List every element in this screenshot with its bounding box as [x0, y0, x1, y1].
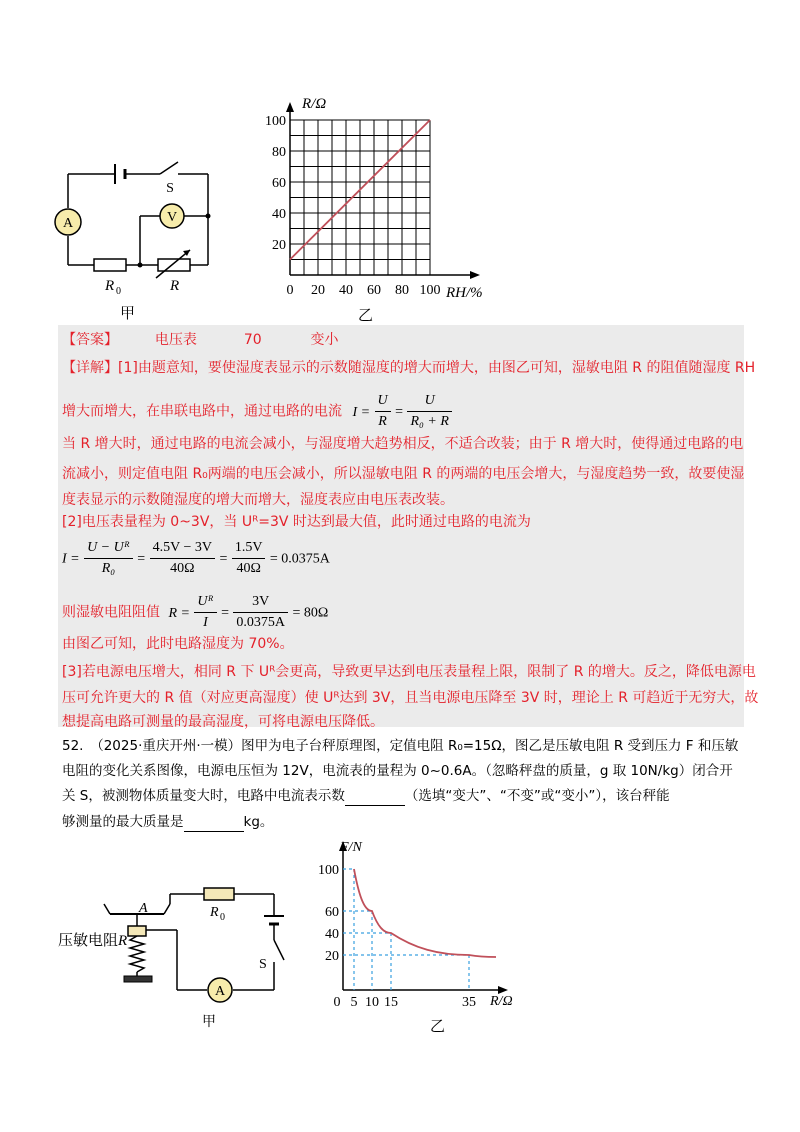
- eq1-frac-a: $\frac{U}{R}$: [375, 391, 391, 432]
- caption-jia-2: 甲: [202, 1015, 216, 1030]
- ammeter-label: A: [62, 216, 74, 231]
- answer-3: 变小: [310, 332, 339, 348]
- ammeter-label-2: A: [214, 984, 226, 999]
- x-axis-label-2: R/Ω: [490, 994, 513, 1009]
- y-axis-label-2: F/N: [340, 840, 362, 855]
- x-tick-label-2: 35: [462, 995, 476, 1010]
- x-tick-label-2: 15: [384, 995, 398, 1010]
- x-axis-arrow-2: [498, 986, 508, 994]
- q52-line-3: 关 S，被测物体质量变大时，电路中电流表示数 （选填“变大”、“不变”或“变小”），该台秤能: [62, 788, 670, 804]
- answer-tag: 【答案】: [62, 332, 118, 348]
- answer-blank-1[interactable]: [345, 791, 405, 806]
- chart-f-vs-r: [310, 835, 530, 1035]
- x-tick-label: 100: [419, 283, 441, 298]
- x-tick-label: 40: [339, 283, 353, 298]
- r-label-2: R: [118, 933, 128, 949]
- y-axis-arrow: [286, 102, 294, 112]
- r-label: R: [170, 278, 180, 294]
- x-tick-label-2: 0: [333, 995, 341, 1010]
- q52-line-1: 52. （2025·重庆开州·一模）图甲为电子台秤原理图，定值电阻 R₀=15Ω，图乙是压敏电阻 R 受到压力 F 和压敏: [62, 738, 739, 754]
- y-tick-label: 40: [272, 207, 286, 222]
- caption-yi-1: 乙: [358, 308, 374, 324]
- eq1-i: I =: [352, 404, 371, 420]
- eq1-frac-b: $\frac{U}{\text{R₀ + R}}$: [407, 391, 451, 432]
- detail-text-2: 增大而增大，在串联电路中，通过电路的电流: [62, 403, 342, 420]
- caption-jia-1: 甲: [120, 306, 136, 320]
- x-tick-label-2: 10: [365, 995, 379, 1010]
- r0-label: R: [105, 278, 115, 294]
- y-axis-label: R/Ω: [302, 96, 327, 112]
- detail-line-9: [3]若电源电压增大，相同 R 下 Uᴿ会更高，导致更早达到电压表量程上限，限制了 R 的增大。反之，降低电源电: [62, 664, 756, 680]
- detail-line-11: 想提高电路可测量的最高湿度，可将电源电压降低。: [62, 714, 384, 730]
- r0-sub: 0: [116, 286, 121, 297]
- answer-line: [62, 330, 339, 350]
- chart-r-vs-rh: [250, 90, 500, 330]
- detail-line-4: 流减小，则定值电阻 R₀两端的电压会减小，所以湿敏电阻 R 的两端的电压会增大，与湿度趋势一致，故要使湿: [62, 466, 745, 482]
- detail-line-6: [2]电压表量程为 0~3V，当 Uᴿ=3V 时达到最大值，此时通过电路的电流为: [62, 514, 531, 530]
- answer-2: 70: [243, 332, 262, 348]
- y-tick-label-2: 40: [325, 927, 339, 942]
- detail-line-7: 则湿敏电阻阻值 R = $\frac{\text{Uᴿ}}{I}$ = $\frac{3V}{0.0375A}$ = 80Ω: [62, 594, 329, 630]
- caption-yi-2: 乙: [430, 1019, 446, 1035]
- y-tick-label-2: 20: [325, 949, 339, 964]
- pan-label-a: A: [139, 901, 148, 916]
- detail-line-8: 由图乙可知，此时电路湿度为 70%。: [62, 636, 294, 652]
- y-tick-label-2: 60: [325, 905, 339, 920]
- x-tick-label: 0: [286, 283, 294, 298]
- y-tick-label: 100: [265, 114, 286, 129]
- pressure-resistor-label: 压敏电阻: [58, 933, 119, 949]
- circuit-diagram-2: [52, 870, 302, 1030]
- q52-line-4: 够测量的最大质量是 kg。: [62, 814, 274, 830]
- series-curve-f: [354, 869, 496, 957]
- detail-line-1: [62, 358, 755, 378]
- y-tick-label: 20: [272, 238, 286, 253]
- circuit-diagram-1: [50, 150, 240, 320]
- detail-line-3: 当 R 增大时，通过电路的电流会减小，与湿度增大趋势相反，不适合改装；由于 R 增大时，使得通过电路的电: [62, 436, 744, 452]
- x-axis-label: RH/%: [446, 285, 483, 301]
- r0-sub-2: 0: [220, 912, 225, 923]
- answer-blank-2[interactable]: [184, 817, 244, 832]
- switch-label: S: [166, 181, 174, 196]
- equation-current: I = $\frac{\text{U − Uᴿ}}{\text{R₀}}$ = $\frac{4.5V - 3V}{40\Omega}$ = $\frac{1.5V}{40\Omega}$ = 0.0375A: [62, 540, 330, 576]
- x-tick-label: 60: [367, 283, 381, 298]
- answer-1: 电压表: [154, 332, 197, 348]
- x-tick-label: 20: [311, 283, 325, 298]
- x-axis-arrow: [470, 271, 480, 279]
- detail-line-10: 压可允许更大的 R 值（对应更高湿度）使 Uᴿ达到 3V，且当电源电压降至 3V 时，理论上 R 可趋近于无穷大，故: [62, 690, 759, 706]
- switch-label-2: S: [259, 957, 267, 972]
- y-tick-label: 80: [272, 145, 286, 160]
- x-tick-label: 80: [395, 283, 409, 298]
- y-tick-label-2: 100: [318, 863, 339, 878]
- detail-text-1: [1]由题意知，要使湿度表显示的示数随湿度的增大而增大，由图乙可知，湿敏电阻 R 的阻值随湿度 RH: [118, 360, 756, 376]
- detail-line-2: [62, 391, 452, 429]
- x-tick-label-2: 5: [350, 995, 358, 1010]
- detail-tag: 【详解】: [62, 360, 118, 376]
- detail-line-5: 度表显示的示数随湿度的增大而增大，湿度表应由电压表改装。: [62, 492, 454, 508]
- q52-line-2: 电阻的变化关系图像，电源电压恒为 12V，电流表的量程为 0~0.6A。（忽略秤盘的质量，g 取 10N/kg）闭合开: [62, 763, 733, 779]
- voltmeter-label: V: [166, 210, 178, 225]
- y-tick-label: 60: [272, 176, 286, 191]
- r0-label-2: R: [210, 905, 219, 920]
- eq1-eq: =: [395, 404, 403, 420]
